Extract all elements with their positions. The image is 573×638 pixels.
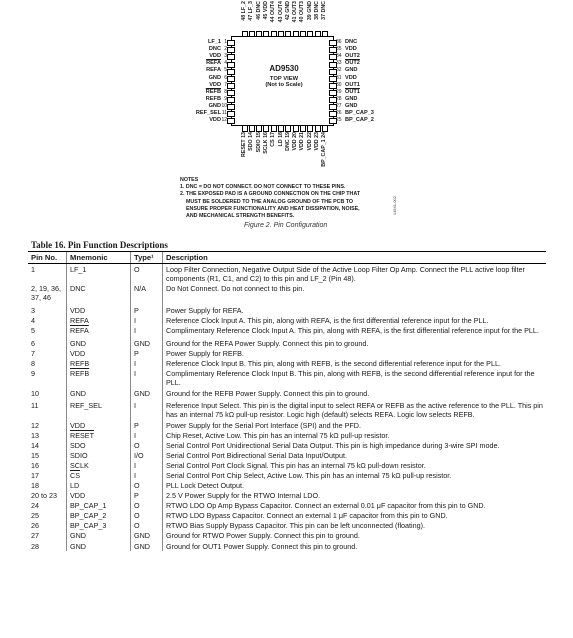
mnemonic-cell — [67, 440, 131, 450]
right-pin-name: OUT1 — [345, 88, 360, 95]
pin-configuration-figure — [0, 0, 573, 240]
left-pin-name: VDD — [209, 81, 221, 88]
left-pin-pad — [227, 90, 235, 96]
mnemonic-cell — [67, 349, 131, 359]
bottom-pin-label: SDIO 15 — [255, 132, 262, 153]
mnemonic-cell — [67, 264, 131, 284]
left-pin-pad — [227, 83, 235, 89]
mnemonic-cell — [67, 316, 131, 326]
left-pin-number: 5 — [224, 67, 227, 74]
bottom-pin-label: DNC 19 — [284, 132, 291, 151]
pin-number-cell: 4 — [31, 316, 35, 326]
left-pin-name: REFA — [206, 60, 221, 67]
bottom-pin-label: LD 18 — [277, 132, 284, 147]
description-cell: 2.5 V Power Supply for the RTWO Internal LDO. — [163, 491, 547, 501]
table-row — [28, 521, 546, 531]
left-pin-name: DNC — [208, 46, 221, 53]
left-pin-number: 4 — [224, 60, 227, 67]
description-cell: Power Supply for REFB. — [163, 349, 547, 359]
pin-number-cell: 20 to 23 — [31, 491, 57, 501]
left-pin-number: 12 — [221, 117, 227, 124]
table-row — [28, 398, 546, 420]
bottom-pin-label: SCLK 16 — [262, 132, 269, 154]
mnemonic-cell — [67, 369, 131, 388]
mnemonic-text: SCLK — [70, 460, 89, 470]
table-row — [28, 388, 546, 398]
type-cell: I — [131, 369, 163, 388]
left-pin-name: REFB — [205, 95, 221, 102]
description-cell: PLL Lock Detect Output. — [163, 481, 547, 491]
table-title: Table 16. Pin Function Descriptions — [31, 240, 168, 250]
top-pin-label: 37 DNC — [321, 1, 328, 20]
left-pin-name: REFB — [205, 88, 221, 95]
right-pin-name: OUT2 — [345, 60, 360, 67]
left-pin-pad — [227, 111, 235, 117]
bottom-pin-pad — [278, 125, 284, 132]
pin-number-cell: 18 — [31, 481, 39, 491]
right-pin-number: 36 — [336, 39, 342, 45]
type-cell: O — [131, 501, 163, 511]
top-pin-label: 39 GND — [306, 1, 313, 21]
figure-notes — [180, 177, 410, 220]
mnemonic-cell — [67, 541, 131, 551]
type-cell: GND — [131, 336, 163, 349]
right-pin-number: 25 — [336, 117, 342, 124]
figure-code: 14941-002 — [392, 196, 397, 216]
right-pin-name: BP_CAP_2 — [345, 117, 374, 124]
description-cell: Serial Control Port Clock Signal. This pin has an internal 75 kΩ pull-down resistor. — [163, 460, 547, 470]
left-pin-number: 8 — [224, 88, 227, 95]
left-pin-number: 9 — [224, 95, 227, 102]
bottom-pin-pad — [242, 125, 248, 132]
mnemonic-text: REFB — [70, 369, 90, 379]
pin-number-cell: 6 — [31, 338, 35, 348]
figure-caption: Figure 2. Pin Configuration — [244, 222, 328, 229]
table-row — [28, 420, 546, 430]
description-cell: Loop Filter Connection, Negative Output Side of the Active Loop Filter Op Amp. Connect the PLL active loop filter components (R1, C1, and C2) to this pin and LF_2 (Pin 48). — [163, 264, 547, 284]
left-pin-pad — [227, 97, 235, 103]
mnemonic-text: GND — [70, 338, 86, 348]
description-cell: Serial Control Port Unidirectional Serial Data Output. This pin is high impedance during 3-wire SPI mode. — [163, 440, 547, 450]
mnemonic-cell — [67, 303, 131, 316]
mnemonic-cell — [67, 501, 131, 511]
pin-number-cell: 7 — [31, 348, 35, 358]
description-cell: Reference Input Select. This pin is the digital input to select REFA or REFB as the active reference to the PLL. This pin has an internal 75 kΩ pull-up resistor. Logic high (default) selects REFA. Logic low selects REFB. — [163, 398, 547, 420]
left-pin-name: GND — [208, 102, 221, 109]
description-cell: Reference Clock Input A. This pin, along with REFA, is the first differential reference input for the PLL. — [163, 316, 547, 326]
pin-number-cell: 11 — [31, 401, 39, 411]
table-row — [28, 531, 546, 541]
top-pin-label: 41 OUT3 — [292, 1, 299, 23]
mnemonic-cell — [67, 511, 131, 521]
right-pin-number: 35 — [336, 46, 342, 53]
pin-number-cell: 1 — [31, 264, 35, 274]
mnemonic-cell — [67, 336, 131, 349]
mnemonic-text: BP_CAP_2 — [70, 511, 107, 521]
mnemonic-cell — [67, 398, 131, 420]
description-cell: RTWO LDO Op Amp Bypass Capacitor. Connect an external 0.01 μF capacitor from this pin to GND. — [163, 501, 547, 511]
top-view-label: TOP VIEW — [269, 76, 299, 82]
type-cell: P — [131, 349, 163, 359]
type-cell: GND — [131, 541, 163, 551]
left-pin-number: 10 — [221, 102, 227, 109]
right-pin-name: GND — [345, 67, 358, 74]
pin-number-cell: 10 — [31, 388, 39, 398]
left-pin-name: GND — [208, 74, 221, 81]
table-row — [28, 491, 546, 501]
header-type: Type¹ — [131, 252, 163, 264]
type-cell: P — [131, 491, 163, 501]
type-cell: I — [131, 471, 163, 481]
pin-number-cell: 2, 19, 36, 37, 46 — [31, 284, 61, 303]
mnemonic-text: VDD — [70, 348, 86, 358]
mnemonic-cell — [67, 388, 131, 398]
pin-number-cell: 9 — [31, 369, 35, 379]
mnemonic-text: REF_SEL — [70, 401, 102, 411]
right-pin-name: DNC — [345, 39, 358, 45]
table-row — [28, 359, 546, 369]
right-pin-name: OUT1 — [345, 81, 360, 88]
pin-number-cell: 26 — [31, 521, 39, 531]
note-2-line-4: AND MECHANICAL STRENGTH BENEFITS. — [186, 213, 295, 220]
right-pin-name: GND — [345, 95, 358, 102]
mnemonic-cell — [67, 471, 131, 481]
pin-number-cell: 13 — [31, 430, 39, 440]
table-row — [28, 303, 546, 316]
table-row — [28, 541, 546, 551]
table-row — [28, 471, 546, 481]
top-pin-label: 47 LF_3 — [248, 1, 255, 21]
note-1: 1. DNC = DO NOT CONNECT. DO NOT CONNECT TO THESE PINS. — [180, 184, 346, 191]
description-cell: Complimentary Reference Clock Input B. This pin, along with REFB, is the second differential reference input for the PLL. — [163, 369, 547, 388]
mnemonic-text: $\overline{CS}$ — [70, 470, 80, 480]
mnemonic-text: VDD — [70, 491, 86, 501]
mnemonic-cell — [67, 450, 131, 460]
table-row — [28, 369, 546, 388]
right-pin-name: VDD — [345, 74, 357, 81]
mnemonic-cell — [67, 430, 131, 440]
mnemonic-cell — [67, 359, 131, 369]
left-pin-number: 2 — [224, 46, 227, 53]
pin-number-cell: 15 — [31, 450, 39, 460]
description-cell: Serial Control Port Chip Select, Active Low. This pin has an internal 75 kΩ pull-up resistor. — [163, 471, 547, 481]
left-pin-name: VDD — [209, 53, 221, 60]
left-pin-pad — [227, 69, 235, 75]
right-pin-number: 32 — [336, 67, 342, 74]
right-pin-name: BP_CAP_3 — [345, 110, 374, 116]
left-pin-number: 3 — [224, 53, 227, 60]
description-cell: Serial Control Port Bidirectional Serial Data Input/Output. — [163, 450, 547, 460]
type-cell: I — [131, 430, 163, 440]
type-cell: I — [131, 460, 163, 470]
top-pin-label: 45 VDD — [262, 1, 269, 20]
bottom-pin-pad — [256, 125, 262, 132]
description-cell: Do Not Connect. Do not connect to this pin. — [163, 284, 547, 303]
top-pin-label: 38 DNC — [314, 1, 320, 20]
mnemonic-text: GND — [70, 541, 86, 551]
right-pin-number: 31 — [336, 74, 342, 81]
table-row — [28, 501, 546, 511]
mnemonic-cell — [67, 481, 131, 491]
type-cell: O — [131, 440, 163, 450]
mnemonic-text: DNC — [70, 284, 86, 294]
mnemonic-cell — [67, 460, 131, 470]
top-pin-label: 42 GND — [284, 1, 291, 21]
right-pin-number: 33 — [336, 60, 342, 67]
type-cell: I — [131, 316, 163, 326]
mnemonic-cell — [67, 326, 131, 336]
type-cell: P — [131, 420, 163, 430]
type-cell: P — [131, 303, 163, 316]
table-row — [28, 264, 546, 284]
description-cell: RTWO Bias Supply Bypass Capacitor. This pin can be left unconnected (floating). — [163, 521, 547, 531]
bottom-pin-label: VDD 20 — [292, 132, 299, 151]
mnemonic-text: REFB — [70, 359, 90, 369]
description-cell: Ground for the REFA Power Supply. Connect this pin to ground. — [163, 336, 547, 349]
left-pin-name: REF_SEL — [195, 110, 221, 116]
left-pin-number: 7 — [224, 81, 227, 88]
pin-number-cell: 12 — [31, 420, 39, 430]
table-row — [28, 316, 546, 326]
table-row — [28, 450, 546, 460]
table-row — [28, 440, 546, 450]
bottom-pin-label: VDD 21 — [299, 132, 306, 151]
description-cell: Ground for OUT1 Power Supply. Connect this pin to ground. — [163, 541, 547, 551]
right-pin-number: 27 — [336, 102, 342, 109]
type-cell: O — [131, 481, 163, 491]
table-row — [28, 349, 546, 359]
mnemonic-cell — [67, 420, 131, 430]
pin-number-cell: 3 — [31, 306, 35, 316]
mnemonic-text: BP_CAP_1 — [70, 501, 107, 511]
type-cell: O — [131, 511, 163, 521]
table-row — [28, 336, 546, 349]
table-row — [28, 326, 546, 336]
pin-number-cell: 24 — [31, 501, 39, 511]
pin-number-cell: 28 — [31, 541, 39, 551]
mnemonic-text: GND — [70, 531, 86, 541]
bottom-pin-label: BP_CAP_1 24 — [321, 132, 328, 167]
pin-number-cell: 8 — [31, 359, 35, 369]
bottom-pin-label: SDO 14 — [248, 132, 255, 151]
left-pin-pad — [227, 54, 235, 60]
type-cell: I — [131, 359, 163, 369]
left-pin-pad — [227, 76, 235, 82]
mnemonic-text: RESET — [70, 430, 94, 440]
left-pin-pad — [227, 40, 235, 46]
right-pin-number: 28 — [336, 95, 342, 102]
pin-function-table — [28, 251, 546, 551]
mnemonic-text: SDO — [70, 440, 86, 450]
pin-number-cell: 27 — [31, 531, 39, 541]
top-pin-label: 46 DNC — [255, 1, 262, 20]
description-cell: Reference Clock Input B. This pin, along with REFB, is the second differential reference input for the PLL. — [163, 359, 547, 369]
right-pin-number: 29 — [336, 88, 342, 95]
mnemonic-text: LD — [70, 481, 80, 491]
mnemonic-cell — [67, 284, 131, 303]
description-cell: Ground for the REFB Power Supply. Connect this pin to ground. — [163, 388, 547, 398]
pin-number-cell: 5 — [31, 326, 35, 336]
notes-title: NOTES — [180, 177, 199, 183]
mnemonic-cell — [67, 531, 131, 541]
type-cell: O — [131, 521, 163, 531]
bottom-pin-label: VDD 23 — [314, 132, 320, 151]
description-cell: Power Supply for the Serial Port Interface (SPI) and the PFD. — [163, 420, 547, 430]
table-row — [28, 430, 546, 440]
table-row — [28, 481, 546, 491]
top-pin-label: 44 OUT4 — [270, 1, 277, 23]
left-pin-name: VDD — [209, 117, 221, 124]
bottom-pin-label: RESET 13 — [241, 132, 247, 158]
mnemonic-text: BP_CAP_3 — [70, 521, 107, 531]
type-cell: O — [131, 264, 163, 284]
type-cell: N/A — [131, 284, 163, 303]
description-cell: Chip Reset, Active Low. This pin has an internal 75 kΩ pull-up resistor. — [163, 430, 547, 440]
right-pin-name: OUT2 — [345, 53, 360, 60]
note-2-line-2: MUST BE SOLDERED TO THE ANALOG GROUND OF THE PCB TO — [186, 198, 354, 205]
mnemonic-cell — [67, 491, 131, 501]
scale-label: (Not to Scale) — [265, 82, 303, 88]
mnemonic-text: REFA — [70, 326, 89, 336]
mnemonic-text: VDD — [70, 306, 86, 316]
right-pin-number: 30 — [336, 81, 342, 88]
type-cell: I — [131, 326, 163, 336]
description-cell: Complimentary Reference Clock Input A. This pin, along with REFA, is the first differential reference input for the PLL. — [163, 326, 547, 336]
top-pin-label: 43 OUT4 — [277, 1, 284, 23]
description-cell: RTWO LDO Bypass Capacitor. Connect an external 1 μF capacitor from this pin to GND. — [163, 511, 547, 521]
mnemonic-text: GND — [70, 388, 86, 398]
description-cell: Ground for RTWO Power Supply. Connect this pin to ground. — [163, 531, 547, 541]
left-pin-number: 6 — [224, 74, 227, 81]
table-row — [28, 284, 546, 303]
type-cell: I — [131, 398, 163, 420]
left-pin-pad — [227, 47, 235, 53]
right-pin-number: 34 — [336, 53, 342, 60]
pin-number-cell: 17 — [31, 470, 39, 480]
left-pin-name: REFA — [206, 67, 221, 74]
top-pin-label: 48 LF_2 — [241, 1, 247, 21]
table-header-row — [28, 252, 546, 264]
mnemonic-text: SDIO — [70, 450, 88, 460]
left-pin-pad — [227, 62, 235, 68]
note-2-line-1: 2. THE EXPOSED PAD IS A GROUND CONNECTION ON THE CHIP THAT — [180, 191, 361, 198]
type-cell: I/O — [131, 450, 163, 460]
bottom-pin-label: VDD 22 — [306, 132, 313, 151]
type-cell: GND — [131, 388, 163, 398]
pin-number-cell: 25 — [31, 511, 39, 521]
top-pin-label: 40 OUT3 — [299, 1, 306, 23]
pin-number-cell: 14 — [31, 440, 39, 450]
left-pin-number: 1 — [224, 39, 227, 45]
mnemonic-text: LF_1 — [70, 264, 87, 274]
pin-number-cell: 16 — [31, 460, 39, 470]
table-row — [28, 511, 546, 521]
right-pin-number: 26 — [336, 110, 342, 116]
mnemonic-text: REFA — [70, 316, 89, 326]
mnemonic-cell — [67, 521, 131, 531]
chip-name: AD9530 — [269, 64, 299, 73]
right-pin-name: VDD — [345, 46, 357, 53]
description-cell: Power Supply for REFA. — [163, 303, 547, 316]
type-cell: GND — [131, 531, 163, 541]
table-row — [28, 460, 546, 470]
left-pin-number: 11 — [221, 110, 227, 116]
left-pin-pad — [227, 118, 235, 124]
header-description: Description — [163, 252, 547, 264]
left-pin-name: LF_1 — [207, 39, 221, 45]
left-pin-pad — [227, 104, 235, 110]
note-2-line-3: ENSURE PROPER FUNCTIONALITY AND HEAT DISSIPATION, NOISE, — [186, 205, 360, 212]
bottom-pin-label: CS 17 — [270, 132, 277, 147]
header-pin-no: Pin No. — [28, 252, 67, 264]
mnemonic-text: VDD — [70, 420, 86, 430]
right-pin-name: GND — [345, 102, 358, 109]
header-mnemonic: Mnemonic — [67, 252, 131, 264]
